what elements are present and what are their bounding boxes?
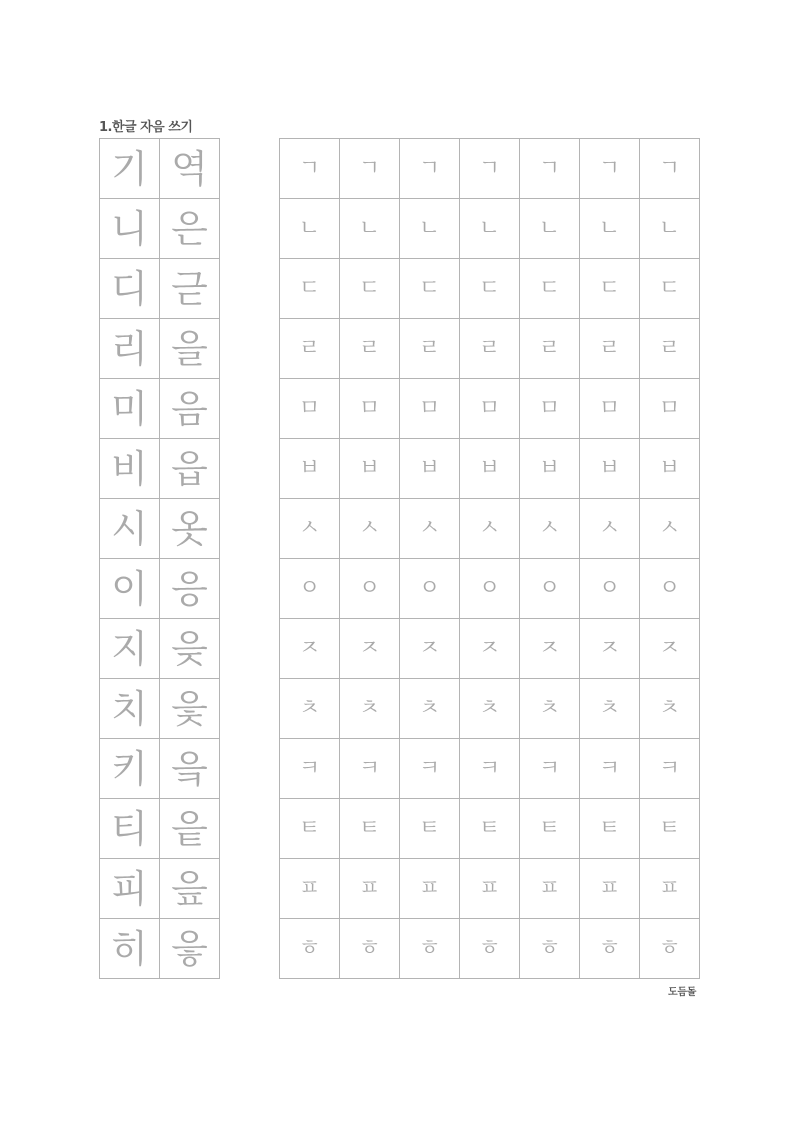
consonant-syllable-cell: 키 [100, 739, 160, 799]
consonant-name-row [100, 259, 220, 319]
consonant-name-row [100, 379, 220, 439]
tracing-cell: ㄷ [460, 259, 520, 319]
consonant-syllable-cell: 시 [100, 499, 160, 559]
tracing-cell: ㄱ [580, 139, 640, 199]
tracing-cell: ㅁ [340, 379, 400, 439]
tracing-cell: ㅇ [580, 559, 640, 619]
tracing-cell: ㅍ [400, 859, 460, 919]
tracing-cell: ㄹ [580, 319, 640, 379]
consonant-name-row [100, 499, 220, 559]
tracing-cell: ㅅ [580, 499, 640, 559]
tracing-cell: ㅋ [340, 739, 400, 799]
consonant-name-end-cell: 귿 [160, 259, 220, 319]
consonant-syllable-cell: 치 [100, 679, 160, 739]
tracing-cell: ㅂ [400, 439, 460, 499]
tracing-cell: ㄴ [460, 199, 520, 259]
consonant-name-row [100, 559, 220, 619]
consonant-syllable-cell: 티 [100, 799, 160, 859]
consonant-name-end-cell: 을 [160, 319, 220, 379]
consonant-syllable-cell: 이 [100, 559, 160, 619]
consonant-name-table [99, 138, 220, 979]
consonant-name-end-cell: 역 [160, 139, 220, 199]
tracing-cell: ㅂ [520, 439, 580, 499]
consonant-name-row [100, 679, 220, 739]
practice-row [280, 319, 700, 379]
tracing-cell: ㅋ [280, 739, 340, 799]
tracing-cell: ㅁ [400, 379, 460, 439]
consonant-syllable-cell: 리 [100, 319, 160, 379]
consonant-name-row [100, 439, 220, 499]
tracing-cell: ㅈ [580, 619, 640, 679]
consonant-name-row [100, 739, 220, 799]
tracing-cell: ㅂ [460, 439, 520, 499]
tracing-cell: ㄴ [580, 199, 640, 259]
tracing-cell: ㄴ [400, 199, 460, 259]
tracing-cell: ㅅ [340, 499, 400, 559]
tracing-cell: ㅇ [640, 559, 700, 619]
tracing-cell: ㅊ [580, 679, 640, 739]
tracing-cell: ㅈ [520, 619, 580, 679]
tracing-cell: ㅎ [340, 919, 400, 979]
tracing-cell: ㄹ [340, 319, 400, 379]
tracing-cell: ㅁ [460, 379, 520, 439]
tracing-cell: ㅊ [280, 679, 340, 739]
consonant-name-end-cell: 읍 [160, 439, 220, 499]
tracing-cell: ㅋ [580, 739, 640, 799]
tracing-cell: ㅅ [400, 499, 460, 559]
tracing-cell: ㄱ [340, 139, 400, 199]
tracing-cell: ㅌ [400, 799, 460, 859]
tracing-cell: ㄹ [460, 319, 520, 379]
tracing-cell: ㄹ [640, 319, 700, 379]
brand-logo-text: 도듬돌 [668, 987, 697, 998]
tracing-cell: ㅅ [640, 499, 700, 559]
tracing-cell: ㄴ [640, 199, 700, 259]
tracing-cell: ㅌ [580, 799, 640, 859]
tracing-cell: ㄷ [400, 259, 460, 319]
tracing-cell: ㅂ [280, 439, 340, 499]
tracing-cell: ㅋ [640, 739, 700, 799]
consonant-name-row [100, 139, 220, 199]
tracing-cell: ㅌ [280, 799, 340, 859]
tracing-cell: ㅁ [640, 379, 700, 439]
tracing-cell: ㅎ [280, 919, 340, 979]
tracing-cell: ㄷ [580, 259, 640, 319]
tracing-cell: ㅇ [280, 559, 340, 619]
consonant-name-row [100, 619, 220, 679]
tracing-cell: ㅂ [340, 439, 400, 499]
tracing-cell: ㅅ [460, 499, 520, 559]
practice-row [280, 139, 700, 199]
tracing-cell: ㅅ [520, 499, 580, 559]
tracing-cell: ㅍ [280, 859, 340, 919]
tracing-cell: ㄹ [280, 319, 340, 379]
tracing-cell: ㅋ [400, 739, 460, 799]
tracing-cell: ㄷ [340, 259, 400, 319]
tracing-cell: ㅎ [580, 919, 640, 979]
tracing-cell: ㅂ [640, 439, 700, 499]
consonant-syllable-cell: 지 [100, 619, 160, 679]
tracing-cell: ㅇ [400, 559, 460, 619]
consonant-name-end-cell: 음 [160, 379, 220, 439]
tracing-cell: ㄹ [520, 319, 580, 379]
practice-row [280, 739, 700, 799]
practice-row [280, 439, 700, 499]
consonant-syllable-cell: 니 [100, 199, 160, 259]
tracing-cell: ㅊ [520, 679, 580, 739]
consonant-name-end-cell: 읓 [160, 679, 220, 739]
tracing-cell: ㅅ [280, 499, 340, 559]
practice-row [280, 259, 700, 319]
tracing-cell: ㅈ [340, 619, 400, 679]
consonant-name-end-cell: 읗 [160, 919, 220, 979]
practice-row [280, 379, 700, 439]
consonant-name-end-cell: 읔 [160, 739, 220, 799]
tracing-cell: ㄱ [280, 139, 340, 199]
tracing-cell: ㅈ [640, 619, 700, 679]
tracing-cell: ㅍ [460, 859, 520, 919]
tracing-cell: ㄹ [400, 319, 460, 379]
tracing-cell: ㅊ [640, 679, 700, 739]
tracing-cell: ㅊ [340, 679, 400, 739]
tracing-cell: ㅁ [280, 379, 340, 439]
tracing-cell: ㅎ [520, 919, 580, 979]
consonant-practice-grid [279, 138, 700, 979]
practice-row [280, 619, 700, 679]
tracing-cell: ㅇ [460, 559, 520, 619]
consonant-syllable-cell: 비 [100, 439, 160, 499]
tracing-cell: ㅎ [640, 919, 700, 979]
tracing-cell: ㅇ [340, 559, 400, 619]
practice-row [280, 499, 700, 559]
tracing-cell: ㅍ [580, 859, 640, 919]
practice-row [280, 799, 700, 859]
consonant-syllable-cell: 기 [100, 139, 160, 199]
consonant-name-row [100, 319, 220, 379]
practice-row [280, 679, 700, 739]
consonant-name-end-cell: 읖 [160, 859, 220, 919]
tracing-cell: ㅇ [520, 559, 580, 619]
tracing-cell: ㅋ [520, 739, 580, 799]
tracing-cell: ㅌ [640, 799, 700, 859]
tracing-cell: ㄷ [280, 259, 340, 319]
tracing-cell: ㄴ [280, 199, 340, 259]
tracing-cell: ㅂ [580, 439, 640, 499]
consonant-name-end-cell: 읕 [160, 799, 220, 859]
tracing-cell: ㅈ [280, 619, 340, 679]
consonant-syllable-cell: 피 [100, 859, 160, 919]
tracing-cell: ㅊ [400, 679, 460, 739]
consonant-name-row [100, 799, 220, 859]
tracing-cell: ㅁ [580, 379, 640, 439]
tracing-cell: ㅍ [520, 859, 580, 919]
tracing-cell: ㄱ [520, 139, 580, 199]
tracing-cell: ㄷ [640, 259, 700, 319]
practice-row [280, 559, 700, 619]
tracing-cell: ㄴ [340, 199, 400, 259]
consonant-name-row [100, 859, 220, 919]
tracing-cell: ㄷ [520, 259, 580, 319]
practice-row [280, 859, 700, 919]
tracing-cell: ㅈ [460, 619, 520, 679]
practice-row [280, 919, 700, 979]
tracing-cell: ㅌ [340, 799, 400, 859]
consonant-syllable-cell: 디 [100, 259, 160, 319]
tracing-cell: ㅎ [400, 919, 460, 979]
tracing-cell: ㅌ [520, 799, 580, 859]
tracing-cell: ㄱ [400, 139, 460, 199]
consonant-name-end-cell: 응 [160, 559, 220, 619]
consonant-name-end-cell: 은 [160, 199, 220, 259]
tracing-cell: ㄱ [640, 139, 700, 199]
consonant-name-row [100, 919, 220, 979]
tracing-cell: ㄴ [520, 199, 580, 259]
consonant-name-end-cell: 옷 [160, 499, 220, 559]
consonant-name-row [100, 199, 220, 259]
tracing-cell: ㅈ [400, 619, 460, 679]
consonant-syllable-cell: 미 [100, 379, 160, 439]
worksheet-title: 1.한글 자음 쓰기 [99, 120, 193, 135]
tracing-cell: ㄱ [460, 139, 520, 199]
tracing-cell: ㅍ [340, 859, 400, 919]
tracing-cell: ㅋ [460, 739, 520, 799]
tracing-cell: ㅁ [520, 379, 580, 439]
consonant-name-end-cell: 읒 [160, 619, 220, 679]
tracing-cell: ㅍ [640, 859, 700, 919]
tracing-cell: ㅌ [460, 799, 520, 859]
tracing-cell: ㅎ [460, 919, 520, 979]
practice-row [280, 199, 700, 259]
consonant-syllable-cell: 히 [100, 919, 160, 979]
tracing-cell: ㅊ [460, 679, 520, 739]
